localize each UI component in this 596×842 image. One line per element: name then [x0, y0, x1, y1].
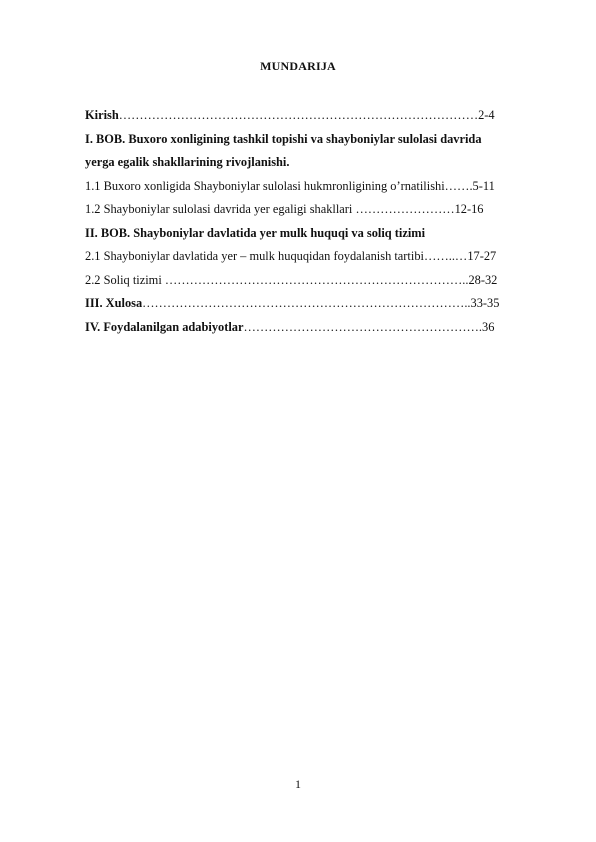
toc-entry-text: 1.2 Shayboniylar sulolasi davrida yer egaligi shakllari [85, 202, 356, 216]
toc-entry-xulosa [85, 292, 551, 316]
toc-page-range: 28-32 [468, 272, 498, 287]
page-number: 1 [295, 777, 301, 791]
toc-page-range: 33-35 [470, 296, 500, 310]
toc-entry-text: 2.1 Shayboniylar davlatida yer – mulk huquqidan foydalanish tartibi [85, 249, 424, 263]
toc-page-range: 2-4 [478, 108, 495, 122]
toc-page-range: 36 [482, 319, 495, 334]
toc-chapter-1-heading-line-1: I. BOB. Buxoro xonligining tashkil topishi va shayboniylar sulolasi davrida [85, 131, 482, 146]
page-title: MUNDARIJA [260, 59, 336, 73]
toc-page-range: 12-16 [454, 202, 484, 216]
toc-page-range: 5-11 [472, 178, 495, 193]
toc-entry-kirish [85, 104, 551, 128]
toc-entry-label: III. Xulosa [85, 296, 143, 310]
toc-leader-dots: ……………………………………………………………….. [164, 272, 469, 287]
toc-leader-dots: …………………… [355, 202, 455, 216]
toc-leader-dots: ……. [444, 178, 473, 193]
toc-entry-1-1 [85, 175, 551, 199]
toc-leader-dots: …………………………………………………………………………… [118, 108, 479, 122]
toc-leader-dots: …………………………………………………………………….. [142, 296, 471, 310]
toc-page-range: 17-27 [467, 249, 497, 263]
toc-chapter-1-heading-line-2: yerga egalik shakllarining rivojlanishi. [85, 155, 290, 169]
toc-entry-2-2 [85, 269, 551, 293]
toc-leader-dots: ……..… [423, 249, 468, 263]
toc-entry-text: 2.2 Soliq tizimi [85, 272, 165, 287]
toc-entry-1-2 [85, 198, 551, 222]
toc-entry-label: IV. Foydalanilgan adabiyotlar [85, 319, 244, 334]
toc-leader-dots: …………………………………………………. [243, 319, 483, 334]
toc-entry-label: Kirish [85, 108, 119, 122]
table-of-contents [85, 104, 551, 339]
toc-entry-text: 1.1 Buxoro xonligida Shayboniylar sulolasi hukmronligining o’rnatilishi [85, 178, 445, 193]
toc-chapter-2-heading: II. BOB. Shayboniylar davlatida yer mulk huquqi va soliq tizimi [85, 225, 426, 240]
toc-entry-adabiyotlar [85, 316, 551, 340]
toc-entry-2-1 [85, 245, 551, 269]
